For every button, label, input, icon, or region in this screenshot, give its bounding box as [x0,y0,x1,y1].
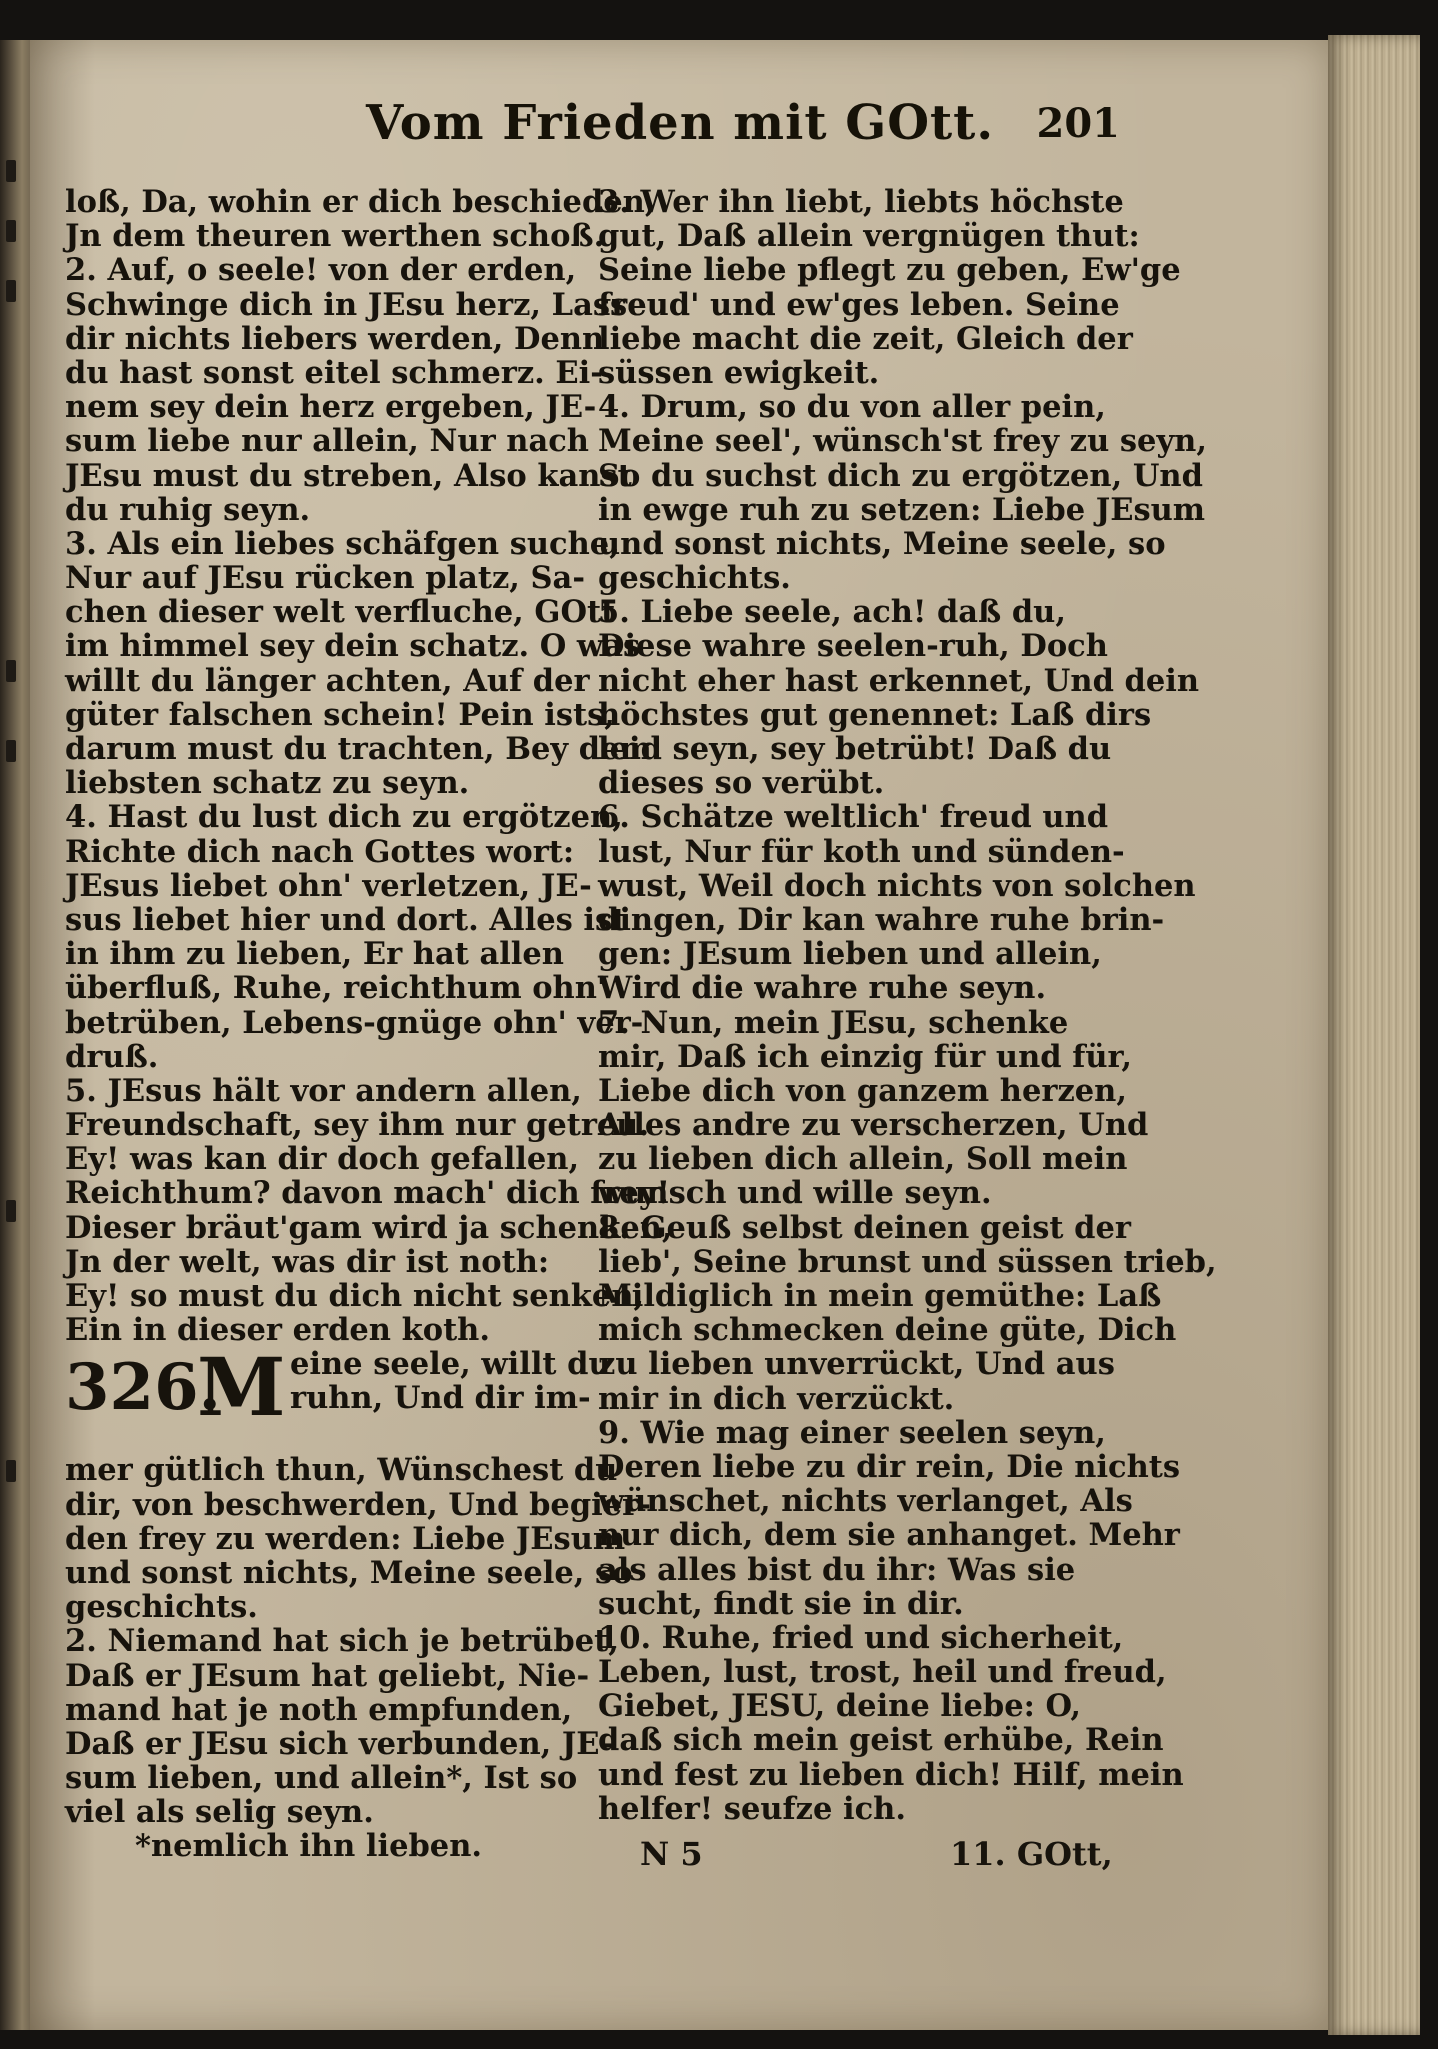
text-line: JEsu must du streben, Also kanst [65,457,632,494]
text-line: 7. Nun, mein JEsu, schenke [598,1004,1069,1041]
text-line: Daß er JEsu sich verbunden, JE- [65,1725,613,1762]
hymn-first-line: eine seele, willt du [290,1346,611,1383]
facing-page-ink-mark [6,1460,16,1482]
text-line: süssen ewigkeit. [598,354,880,391]
facing-page-ink-mark [6,740,16,762]
text-line: mer gütlich thun, Wünschest du [65,1452,618,1489]
text-line: 5. Liebe seele, ach! daß du, [598,594,1066,631]
page-fore-edge [1328,35,1420,2035]
text-line: Ey! was kan dir doch gefallen, [65,1141,580,1178]
right-text-column [598,184,1217,1827]
text-line: willt du länger achten, Auf der [65,662,590,699]
text-line: überfluß, Ruhe, reichthum ohn' [65,970,607,1007]
text-line: lieb', Seine brunst und süssen trieb, [598,1243,1217,1280]
text-line: So du suchst dich zu ergötzen, Und [598,457,1203,494]
text-line: chen dieser welt verfluche, GOtt [65,594,616,631]
text-line: sum liebe nur allein, Nur nach [65,423,589,460]
text-line: Leben, lust, trost, heil und freud, [598,1654,1167,1691]
text-line: mir in dich verzückt. [598,1380,955,1417]
text-line: geschichts. [598,560,791,597]
text-line: sus liebet hier und dort. Alles ist [65,901,627,938]
text-line: 10. Ruhe, fried und sicherheit, [598,1619,1124,1656]
text-line: JEsus liebet ohn' verletzen, JE- [65,867,592,904]
text-line: 4. Hast du lust dich zu ergötzen, [65,799,623,836]
text-line: leid seyn, sey betrübt! Daß du [598,731,1112,767]
text-line: als alles bist du ihr: Was sie [598,1551,1076,1588]
text-line: sucht, findt sie in dir. [598,1585,964,1622]
text-line: Freundschaft, sey ihm nur getreu. [65,1107,650,1144]
text-line: Richte dich nach Gottes wort: [65,833,575,870]
text-line: druß. [65,1038,159,1075]
text-line: betrüben, Lebens-gnüge ohn' ver- [65,1004,644,1041]
text-line: geschichts. [65,1589,258,1626]
text-line: den frey zu werden: Liebe JEsum [65,1520,626,1557]
text-line: Mildiglich in mein gemüthe: Laß [598,1278,1162,1314]
hymn-number: 326. [65,1350,221,1426]
text-line: Schwinge dich in JEsu herz, Lasse [65,286,647,323]
text-line: zu lieben dich allein, Soll mein [598,1141,1128,1178]
text-line: nem sey dein herz ergeben, JE- [65,389,597,426]
text-line: 5. JEsus hält vor andern allen, [65,1072,582,1109]
text-line: freud' und ew'ges leben. Seine [598,286,1120,323]
facing-page-ink-mark [6,280,16,302]
text-line: dieses so verübt. [598,765,885,802]
signature-mark: N 5 [640,1835,703,1873]
text-line: viel als selig seyn. [65,1794,374,1831]
text-line: Reichthum? davon mach' dich frey! [65,1175,670,1212]
text-line: Meine seel', wünsch'st frey zu seyn, [598,423,1207,460]
hymn-second-line: ruhn, Und dir im- [290,1380,591,1417]
text-line: loß, Da, wohin er dich beschieden, [65,184,656,220]
text-line: wunsch und wille seyn. [598,1175,992,1212]
text-line: helfer! seufze ich. [598,1790,906,1827]
text-line: du hast sonst eitel schmerz. Ei- [65,354,603,391]
text-line: dingen, Dir kan wahre ruhe brin- [598,901,1165,938]
text-line: sum lieben, und allein*, Ist so [65,1760,578,1797]
text-line: dir nichts liebers werden, Denn [65,320,605,357]
text-line: gut, Daß allein vergnügen thut: [598,218,1140,255]
facing-page-ink-mark [6,660,16,682]
text-line: güter falschen schein! Pein ists, [65,696,615,733]
text-line: nicht eher hast erkennet, Und dein [598,662,1200,699]
text-line: dir, von beschwerden, Und begier- [65,1486,651,1523]
text-line: 3. Wer ihn liebt, liebts höchste [598,184,1124,220]
text-line: wust, Weil doch nichts von solchen [598,867,1196,904]
text-line: 2. Niemand hat sich je betrübet, [65,1623,619,1660]
text-line: 4. Drum, so du von aller pein, [598,389,1106,426]
text-line: Dieser bräut'gam wird ja schenken, [65,1209,673,1246]
text-line: Diese wahre seelen-ruh, Doch [598,628,1108,665]
text-line: Alles andre zu verscherzen, Und [598,1107,1149,1144]
text-line: Wird die wahre ruhe seyn. [598,970,1047,1007]
left-text-column [65,184,673,1865]
text-line: in ihm zu lieben, Er hat allen [65,936,564,973]
text-line: 8. Geuß selbst deinen geist der [598,1209,1131,1246]
text-line: 6. Schätze weltlich' freud und [598,799,1109,836]
text-line: Liebe dich von ganzem herzen, [598,1072,1127,1109]
catchword: 11. GOtt, [950,1835,1113,1873]
text-line: Nur auf JEsu rücken platz, Sa- [65,560,585,597]
facing-page-ink-mark [6,160,16,182]
text-line: Giebet, JESU, deine liebe: O, [598,1688,1081,1725]
text-line: und sonst nichts, Meine seele, so [598,525,1166,562]
running-title: Vom Frieden mit GOtt. [365,95,995,151]
text-line: du ruhig seyn. [65,491,311,528]
text-line: höchstes gut genennet: Laß dirs [598,696,1152,733]
drop-cap: M [197,1340,286,1435]
text-line: in ewge ruh zu setzen: Liebe JEsum [598,491,1206,528]
text-line: 2. Auf, o seele! von der erden, [65,252,577,289]
text-line: lust, Nur für koth und sünden- [598,833,1125,870]
text-line: Jn der welt, was dir ist noth: [65,1243,550,1280]
text-line: mand hat je noth empfunden, [65,1691,573,1728]
text-line: mich schmecken deine güte, Dich [598,1312,1177,1349]
text-line: darum must du trachten, Bey dem [65,731,652,767]
text-line: Deren liebe zu dir rein, Die nichts [598,1448,1181,1485]
text-line: Seine liebe pflegt zu geben, Ew'ge [598,252,1181,289]
facing-page-ink-mark [6,220,16,242]
text-line: und fest zu lieben dich! Hilf, mein [598,1756,1184,1793]
text-line: Daß er JEsum hat geliebt, Nie- [65,1657,590,1694]
text-line: Ein in dieser erden koth. [65,1312,490,1349]
text-line: im himmel sey dein schatz. O was [65,628,641,665]
text-line: liebe macht die zeit, Gleich der [598,320,1133,357]
page-number: 201 [1036,100,1120,147]
text-line: nur dich, dem sie anhanget. Mehr [598,1517,1180,1554]
text-line: Jn dem theuren werthen schoß. [65,218,605,255]
text-line: daß sich mein geist erhübe, Rein [598,1722,1164,1759]
text-line: Ey! so must du dich nicht senken, [65,1278,645,1314]
text-line: mir, Daß ich einzig für und für, [598,1038,1132,1075]
text-line: und sonst nichts, Meine seele, so [65,1554,633,1591]
text-line: gen: JEsum lieben und allein, [598,936,1102,973]
text-line: wünschet, nichts verlanget, Als [598,1483,1133,1520]
text-line: 9. Wie mag einer seelen seyn, [598,1414,1106,1451]
text-line: 3. Als ein liebes schäfgen suche, [65,525,620,562]
text-line: liebsten schatz zu seyn. [65,765,470,802]
text-line: zu lieben unverrückt, Und aus [598,1346,1115,1383]
facing-page-ink-mark [6,1200,16,1222]
hymn-heading [65,1340,611,1453]
footnote: *nemlich ihn lieben. [135,1828,482,1865]
